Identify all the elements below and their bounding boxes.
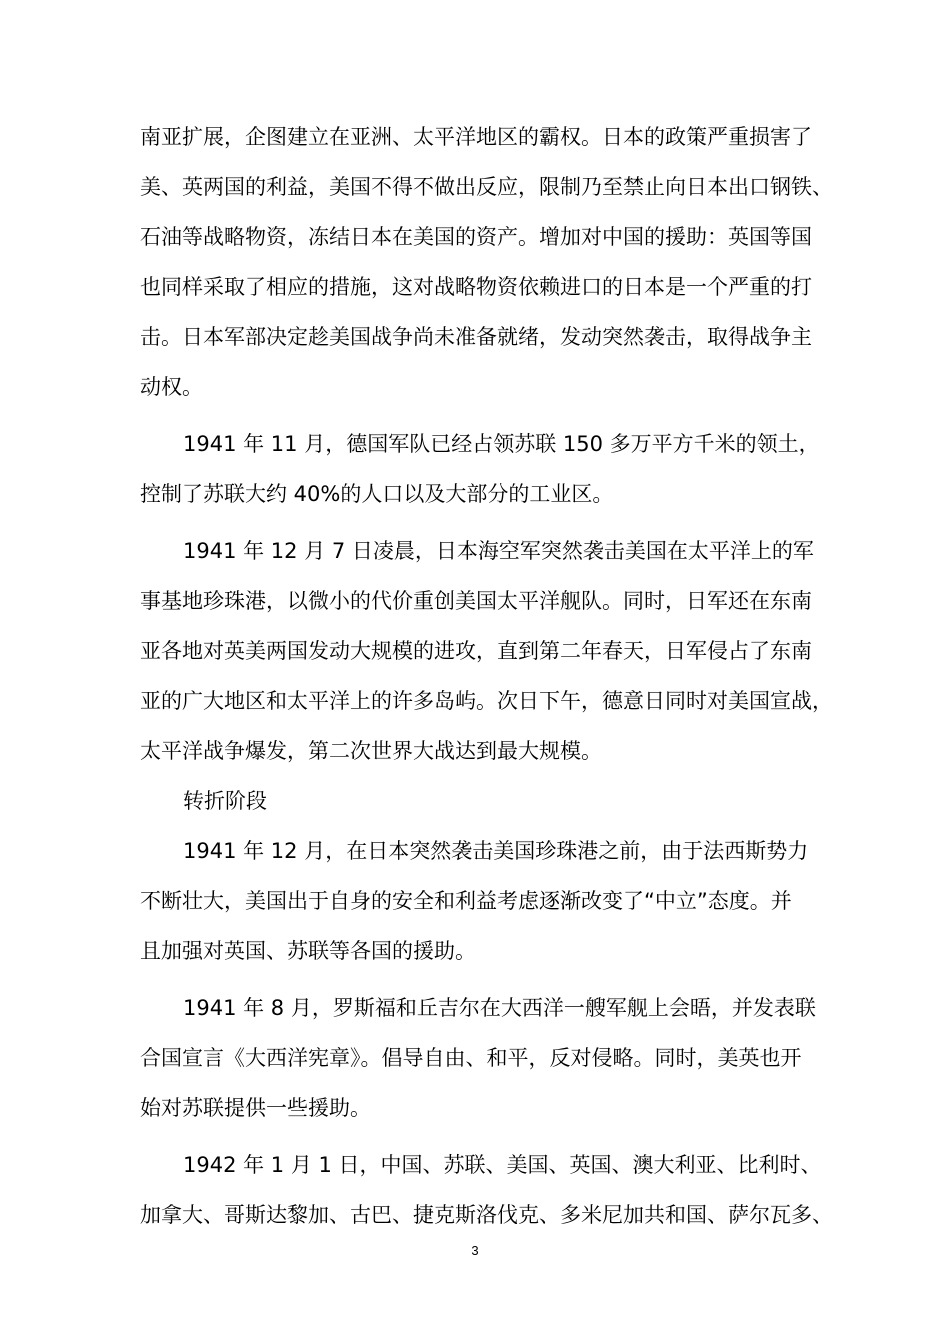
text-line: 1941 年 12 月，在日本突然袭击美国珍珠港之前，由于法西斯势力 — [183, 839, 809, 863]
text-line: 1941 年 12 月 7 日凌晨，日本海空军突然袭击美国在太平洋上的军 — [183, 539, 814, 563]
section-heading — [140, 776, 830, 826]
body-text — [140, 112, 833, 1240]
text-line: 1941 年 11 月，德国军队已经占领苏联 150 多万平方千米的领土， — [183, 432, 820, 456]
text-line: 亚的广大地区和太平洋上的许多岛屿。次日下午，德意日同时对美国宣战， — [140, 689, 833, 713]
text-line: 加拿大、哥斯达黎加、古巴、捷克斯洛伐克、多米尼加共和国、萨尔瓦多、 — [140, 1203, 833, 1227]
text-line: 也同样采取了相应的措施，这对战略物资依赖进口的日本是一个严重的打 — [140, 275, 812, 299]
text-line: 动权。 — [140, 375, 203, 399]
paragraph — [140, 826, 830, 976]
text-line: 始对苏联提供一些援助。 — [140, 1096, 371, 1120]
paragraph — [140, 419, 830, 519]
page-number: 3 — [471, 1243, 479, 1258]
text-line: 不断壮大，美国出于自身的安全和利益考虑逐渐改变了“中立”态度。并 — [140, 889, 792, 913]
text-line: 美、英两国的利益，美国不得不做出反应，限制乃至禁止向日本出口钢铁、 — [140, 175, 833, 199]
paragraph — [140, 1140, 833, 1240]
paragraph — [140, 983, 830, 1133]
text-line: 亚各地对英美两国发动大规模的进攻，直到第二年春天，日军侵占了东南 — [140, 639, 812, 663]
text-line: 击。日本军部决定趁美国战争尚未准备就绪，发动突然袭击，取得战争主 — [140, 325, 812, 349]
text-line: 1941 年 8 月，罗斯福和丘吉尔在大西洋一艘军舰上会晤，并发表联 — [183, 996, 816, 1020]
text-line: 控制了苏联大约 40%的人口以及大部分的工业区。 — [140, 482, 614, 506]
text-line: 合国宣言《大西洋宪章》。倡导自由、和平，反对侵略。同时，美英也开 — [140, 1046, 802, 1070]
paragraph — [140, 112, 833, 412]
text-line: 1942 年 1 月 1 日，中国、苏联、美国、英国、澳大利亚、比利时、 — [183, 1153, 822, 1177]
text-line: 事基地珍珠港，以微小的代价重创美国太平洋舰队。同时，日军还在东南 — [140, 589, 812, 613]
text-line: 石油等战略物资，冻结日本在美国的资产。增加对中国的援助：英国等国 — [140, 225, 812, 249]
text-line: 且加强对英国、苏联等各国的援助。 — [140, 939, 476, 963]
text-line: 南亚扩展，企图建立在亚洲、太平洋地区的霸权。日本的政策严重损害了 — [140, 125, 812, 149]
heading-line: 转折阶段 — [183, 789, 267, 813]
text-line: 太平洋战争爆发，第二次世界大战达到最大规模。 — [140, 739, 602, 763]
paragraph — [140, 526, 833, 776]
